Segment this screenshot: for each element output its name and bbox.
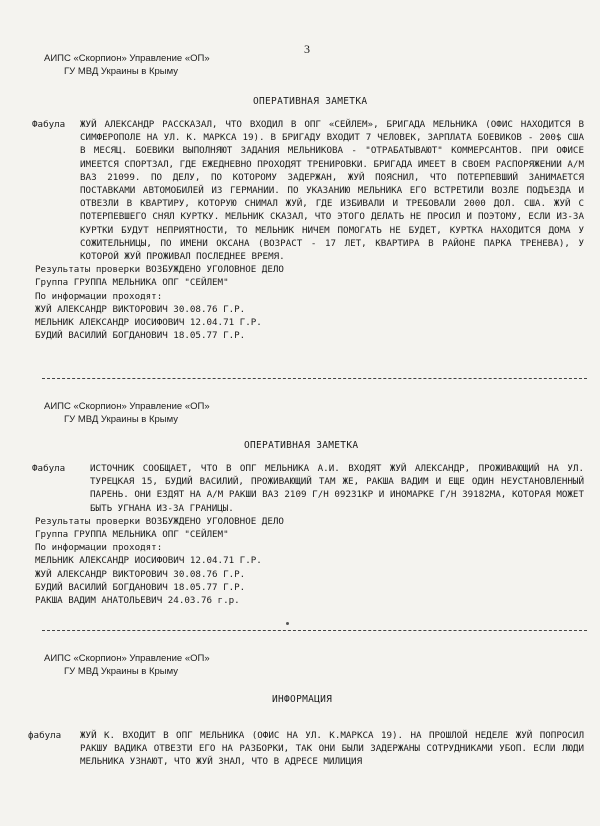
- note1-header-line1: АИПС «Скорпион» Управление «ОП»: [44, 53, 210, 64]
- note2-person: ЖУЙ АЛЕКСАНДР ВИКТОРОВИЧ 30.08.76 Г.Р.: [35, 568, 246, 580]
- note1-header-line2: ГУ МВД Украины в Крыму: [64, 66, 179, 77]
- note3-header-line2: ГУ МВД Украины в Крыму: [64, 666, 179, 677]
- note2-header: [44, 400, 210, 426]
- note2-header-line2: ГУ МВД Украины в Крыму: [64, 414, 179, 425]
- note2-header-line1: АИПС «Скорпион» Управление «ОП»: [44, 401, 210, 412]
- page-number: 3: [304, 42, 310, 56]
- note3-fabula: [28, 729, 584, 769]
- note1-person: БУДИЙ ВАСИЛИЙ БОГДАНОВИЧ 18.05.77 Г.Р.: [35, 330, 246, 342]
- note1-fabula-label: Фабула: [32, 119, 66, 130]
- scan-speck: [286, 622, 289, 625]
- note2-fabula: [32, 462, 584, 515]
- note2-person: МЕЛЬНИК АЛЕКСАНДР ИОСИФОВИЧ 12.04.71 Г.Р.: [35, 555, 262, 567]
- note2-info-label: По информации проходят:: [35, 542, 163, 554]
- note3-fabula-text: ЖУЙ К. ВХОДИТ В ОПГ МЕЛЬНИКА (ОФИС НА УЛ. К.МАРКСА 19). НА ПРОШЛОЙ НЕДЕЛЕ ЖУЙ ПОПРОСИЛ РАКШУ ВАДИКА ОТВЕЗТИ ЕГО НА РАЗБОРКИ, ТАК ОНИ БЫЛИ ЗАДЕРЖАНЫ СОТРУДНИКАМИ УБОП. ЕСЛИ ЛЮДИ МЕЛЬНИКА УЗНАЮТ, ЧТО ЖУЙ ЗНАЛ, ЧТО В АДРЕСЕ МИЛИЦИЯ: [80, 730, 584, 768]
- note1-fabula-text: ЖУЙ АЛЕКСАНДР РАССКАЗАЛ, ЧТО ВХОДИЛ В ОПГ «СЕЙЛЕМ», БРИГАДА МЕЛЬНИКА (ОФИС НАХОДИТСЯ В СИМФЕРОПОЛЕ НА УЛ. К. МАРКСА 19). В БРИГАДУ ВХОДИТ 7 ЧЕЛОВЕК, ЗАРПЛАТА БОЕВИКОВ - 200$ США В МЕСЯЦ. БОЕВИКИ ВЫПОЛНЯЮТ ЗАДАНИЯ МЕЛЬНИКОВА - "ОТРАБАТЫВАЮТ" КОММЕРСАНТОВ. ПРИ ОФИСЕ ИМЕЕТСЯ СПОРТЗАЛ, ГДЕ ЕЖЕДНЕВНО ПРОХОДЯТ ТРЕНИРОВКИ. БРИГАДА ИМЕЕТ В СВОЕМ РАСПОРЯЖЕНИИ А/М ВАЗ 21099. ПО ДЕЛУ, ПО КОТОРОМУ ЗАДЕРЖАН, ЖУЙ ПОЯСНИЛ, ЧТО ПОТЕРПЕВШИЙ ЗАНИМАЕТСЯ ПОСТАВКАМИ АВТОМОБИЛЕЙ ИЗ ГЕРМАНИИ. ПО УКАЗАНИЮ МЕЛЬНИКА ЕГО ВСТРЕТИЛИ ВОЗЛЕ ПОДЪЕЗДА И ОТВЕЗЛИ В КВАРТИРУ, КОТОРУЮ СНИМАЛ ЖУЙ, ГДЕ ИЗБИВАЛИ И ТРЕБОВАЛИ 2000 ДОЛ. США. ЖУЙ С ПОТЕРПЕВШЕГО СНЯЛ КУРТКУ. МЕЛЬНИК СКАЗАЛ, ЧТО ЭТОГО ДЕЛАТЬ НЕ ПРОСИЛ И ПОЭТОМУ, ЕСЛИ ИЗ-ЗА КУРТКИ БУДУТ НЕПРИЯТНОСТИ, ТО МЕЛЬНИК НИЧЕМ ПОМОГАТЬ НЕ БУДЕТ, КУРТКА НАХОДИТСЯ ДОМА У СОЖИТЕЛЬНИЦЫ, ПО ИМЕНИ ОКСАНА (ВОЗРАСТ - 17 ЛЕТ, КВАРТИРА В РАЙОНЕ ПАРКА ТРЕНЕВА), У КОТОРОЙ ЖУЙ ПРОЖИВАЛ ПОСЛЕДНЕЕ ВРЕМЯ.: [80, 119, 584, 263]
- note2-group: Группа ГРУППА МЕЛЬНИКА ОПГ "СЕЙЛЕМ": [35, 529, 229, 541]
- note1-fabula: [32, 118, 584, 263]
- separator-line: [42, 378, 587, 379]
- note2-person: РАКША ВАДИМ АНАТОЛЬЕВИЧ 24.03.76 г.р.: [35, 595, 240, 607]
- note1-body: [32, 118, 584, 342]
- note2-body: [32, 462, 584, 607]
- note3-body: [28, 729, 584, 769]
- note1-person: МЕЛЬНИК АЛЕКСАНДР ИОСИФОВИЧ 12.04.71 Г.Р.: [35, 317, 262, 329]
- note2-fabula-text: ИСТОЧНИК СООБЩАЕТ, ЧТО В ОПГ МЕЛЬНИКА А.И. ВХОДЯТ ЖУЙ АЛЕКСАНДР, ПРОЖИВАЮЩИЙ НА УЛ. ТУРЕЦКАЯ 15, БУДИЙ ВАСИЛИЙ, ПРОЖИВАЮЩИЙ ТАМ ЖЕ, РАКША ВАДИМ И ЕЩЕ ОДИН НЕУСТАНОВЛЕННЫЙ ПАРЕНЬ. ОНИ ЕЗДЯТ НА А/М РАКШИ ВАЗ 2109 Г/Н 09231КР И ИНОМАРКЕ Г/Н 39182МА, КОТОРАЯ МОЖЕТ БЫТЬ УГНАНА ИЗ-ЗА ГРАНИЦЫ.: [90, 463, 584, 514]
- note1-header: [44, 52, 210, 78]
- note1-title: ОПЕРАТИВНАЯ ЗАМЕТКА: [253, 96, 368, 107]
- note1-info-label: По информации проходят:: [35, 290, 163, 302]
- note1-results: Результаты проверки ВОЗБУЖДЕНО УГОЛОВНОЕ ДЕЛО: [35, 264, 284, 276]
- note3-title: ИНФОРМАЦИЯ: [272, 694, 333, 705]
- note3-header: [44, 652, 210, 678]
- note1-group: Группа ГРУППА МЕЛЬНИКА ОПГ "СЕЙЛЕМ": [35, 277, 229, 289]
- note2-person: БУДИЙ ВАСИЛИЙ БОГДАНОВИЧ 18.05.77 Г.Р.: [35, 581, 246, 593]
- note2-results: Результаты проверки ВОЗБУЖДЕНО УГОЛОВНОЕ ДЕЛО: [35, 515, 284, 527]
- note3-header-line1: АИПС «Скорпион» Управление «ОП»: [44, 653, 210, 664]
- note1-person: ЖУЙ АЛЕКСАНДР ВИКТОРОВИЧ 30.08.76 Г.Р.: [35, 303, 246, 315]
- separator-line: [42, 630, 587, 631]
- note3-fabula-label: фабула: [28, 730, 62, 741]
- note2-fabula-label: Фабула: [32, 463, 66, 474]
- note2-title: ОПЕРАТИВНАЯ ЗАМЕТКА: [244, 440, 359, 451]
